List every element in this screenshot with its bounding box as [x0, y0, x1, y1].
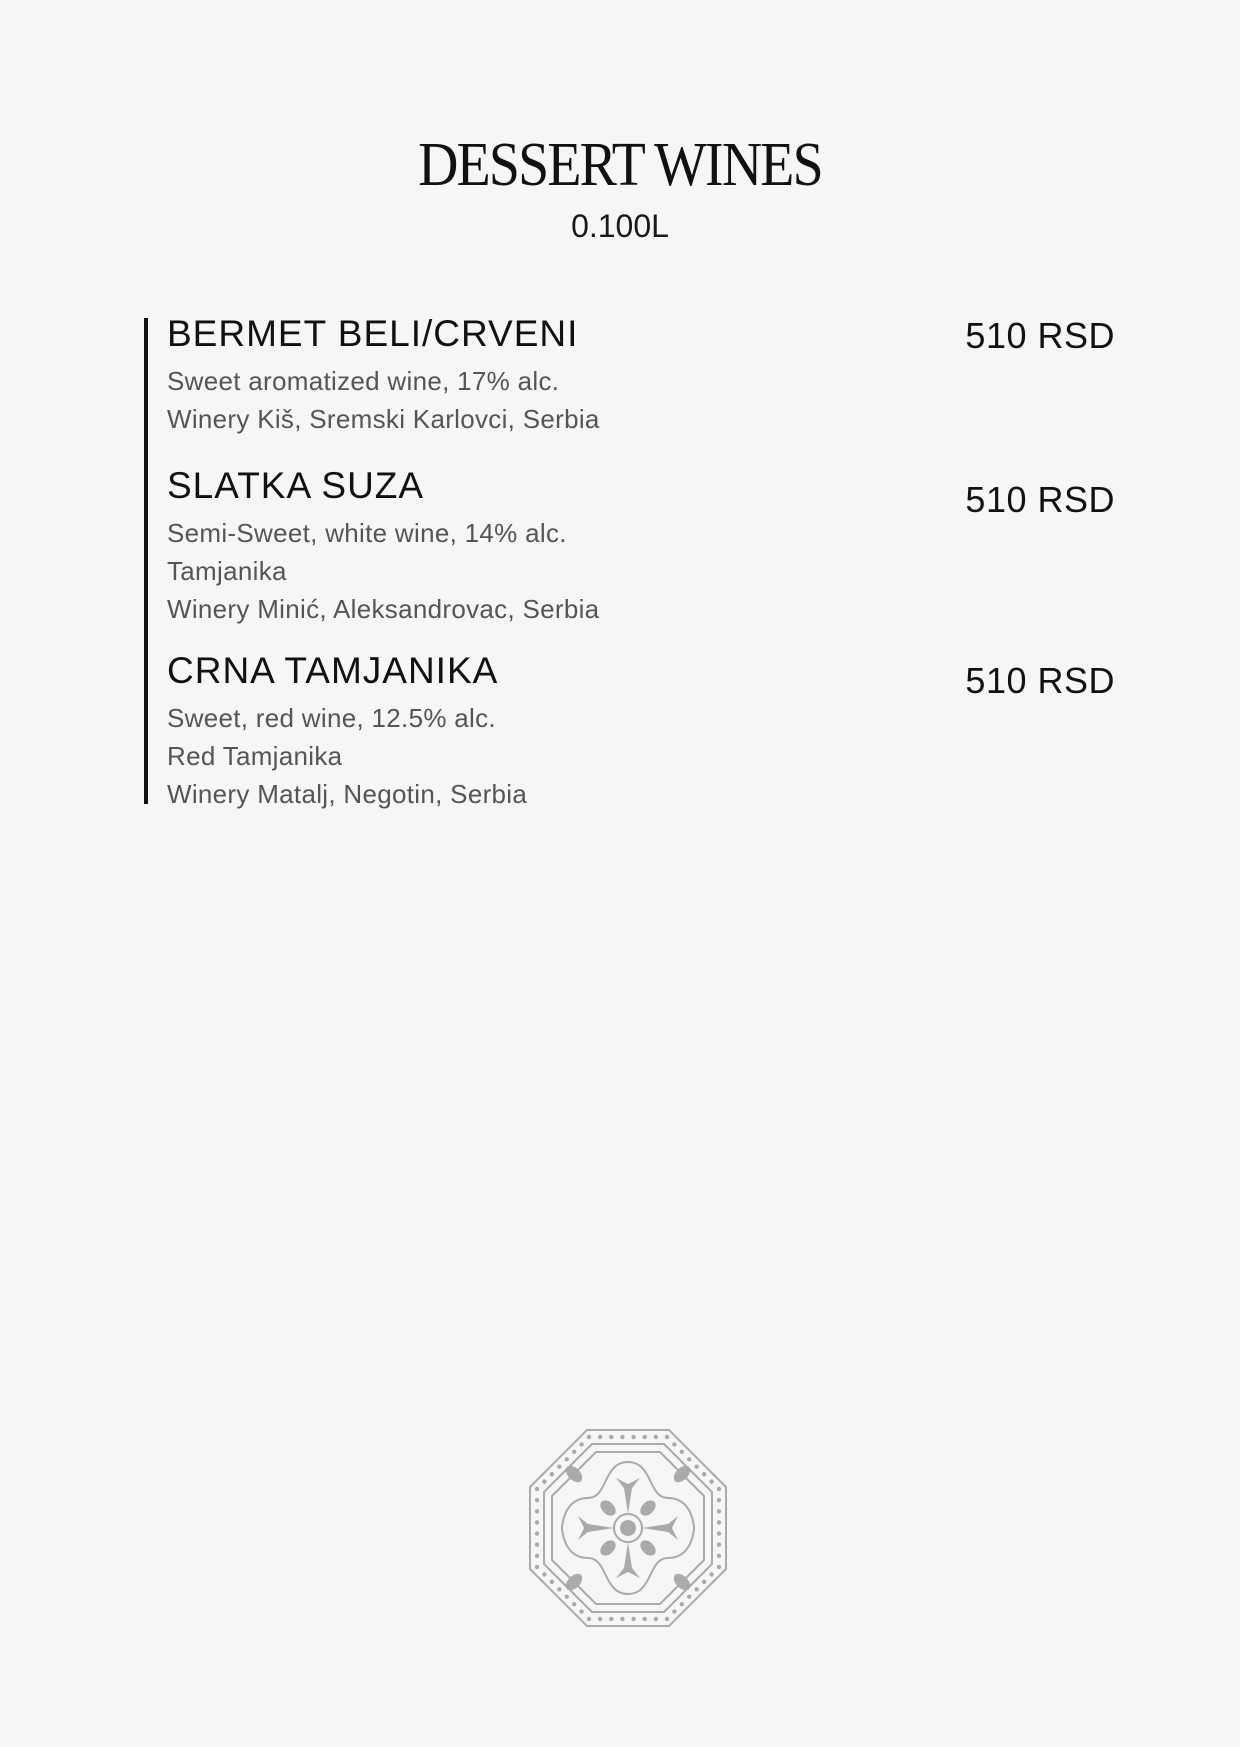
logo-dot [565, 1457, 569, 1461]
logo-dot [654, 1617, 658, 1621]
logo-dot [535, 1520, 539, 1524]
logo-dot [579, 1442, 583, 1446]
logo-dot [702, 1472, 706, 1476]
logo-dot [643, 1617, 647, 1621]
logo-dot [557, 1587, 561, 1591]
logo-dot [717, 1487, 721, 1491]
logo-dot [565, 1595, 569, 1599]
logo-dot [695, 1587, 699, 1591]
logo-dot [572, 1450, 576, 1454]
logo-dot [535, 1487, 539, 1491]
item-description: Winery Minić, Aleksandrovac, Serbia [167, 594, 600, 624]
item-name: BERMET BELI/CRVENI [167, 313, 579, 354]
logo-dot [717, 1543, 721, 1547]
logo-dot [717, 1554, 721, 1558]
logo-dot [535, 1554, 539, 1558]
logo-dot [579, 1609, 583, 1613]
logo-dot [609, 1617, 613, 1621]
item-description: Semi-Sweet, white wine, 14% alc. [167, 518, 567, 548]
logo-dot [665, 1617, 669, 1621]
logo-dot [609, 1435, 613, 1439]
logo-dot [587, 1617, 591, 1621]
logo-dot [598, 1617, 602, 1621]
serving-volume: 0.100L [571, 208, 669, 244]
logo-dot [557, 1465, 561, 1469]
logo-dot [598, 1435, 602, 1439]
logo-dot [550, 1472, 554, 1476]
section-divider-bar [144, 318, 148, 804]
logo-dot [572, 1602, 576, 1606]
logo-dot [535, 1498, 539, 1502]
item-name: CRNA TAMJANIKA [167, 650, 499, 691]
page-title: DESSERT WINES [418, 131, 822, 199]
logo-dot [717, 1509, 721, 1513]
ornament-logo-icon [528, 1428, 728, 1628]
item-description: Sweet, red wine, 12.5% alc. [167, 703, 496, 733]
item-description: Winery Matalj, Negotin, Serbia [167, 779, 528, 809]
logo-dot [542, 1479, 546, 1483]
item-description: Sweet aromatized wine, 17% alc. [167, 366, 560, 396]
logo-dot [672, 1442, 676, 1446]
logo-dot [709, 1572, 713, 1576]
logo-dot [680, 1450, 684, 1454]
logo-dot [717, 1520, 721, 1524]
logo-dot [620, 1617, 624, 1621]
logo-dot [665, 1435, 669, 1439]
logo-dot [680, 1602, 684, 1606]
logo-dot [654, 1435, 658, 1439]
logo-dot [620, 1435, 624, 1439]
item-description: Red Tamjanika [167, 741, 343, 771]
logo-dot [631, 1617, 635, 1621]
logo-dot [672, 1609, 676, 1613]
logo-dot [535, 1565, 539, 1569]
item-price: 510 RSD [965, 315, 1115, 356]
logo-dot [587, 1435, 591, 1439]
logo-dot [550, 1580, 554, 1584]
logo-dot [687, 1457, 691, 1461]
logo-dot [542, 1572, 546, 1576]
item-price: 510 RSD [965, 479, 1115, 520]
logo-dot [535, 1509, 539, 1513]
logo-dot [687, 1595, 691, 1599]
item-description: Tamjanika [167, 556, 287, 586]
logo-dot [631, 1435, 635, 1439]
logo-dot [717, 1565, 721, 1569]
logo-dot [535, 1543, 539, 1547]
logo-dot [709, 1479, 713, 1483]
item-price: 510 RSD [965, 660, 1115, 701]
logo-dot [695, 1465, 699, 1469]
item-description: Winery Kiš, Sremski Karlovci, Serbia [167, 404, 600, 434]
logo-dot [717, 1531, 721, 1535]
item-name: SLATKA SUZA [167, 465, 425, 506]
logo-dot [702, 1580, 706, 1584]
logo-dot [535, 1531, 539, 1535]
logo-dot [717, 1498, 721, 1502]
logo-dot [643, 1435, 647, 1439]
